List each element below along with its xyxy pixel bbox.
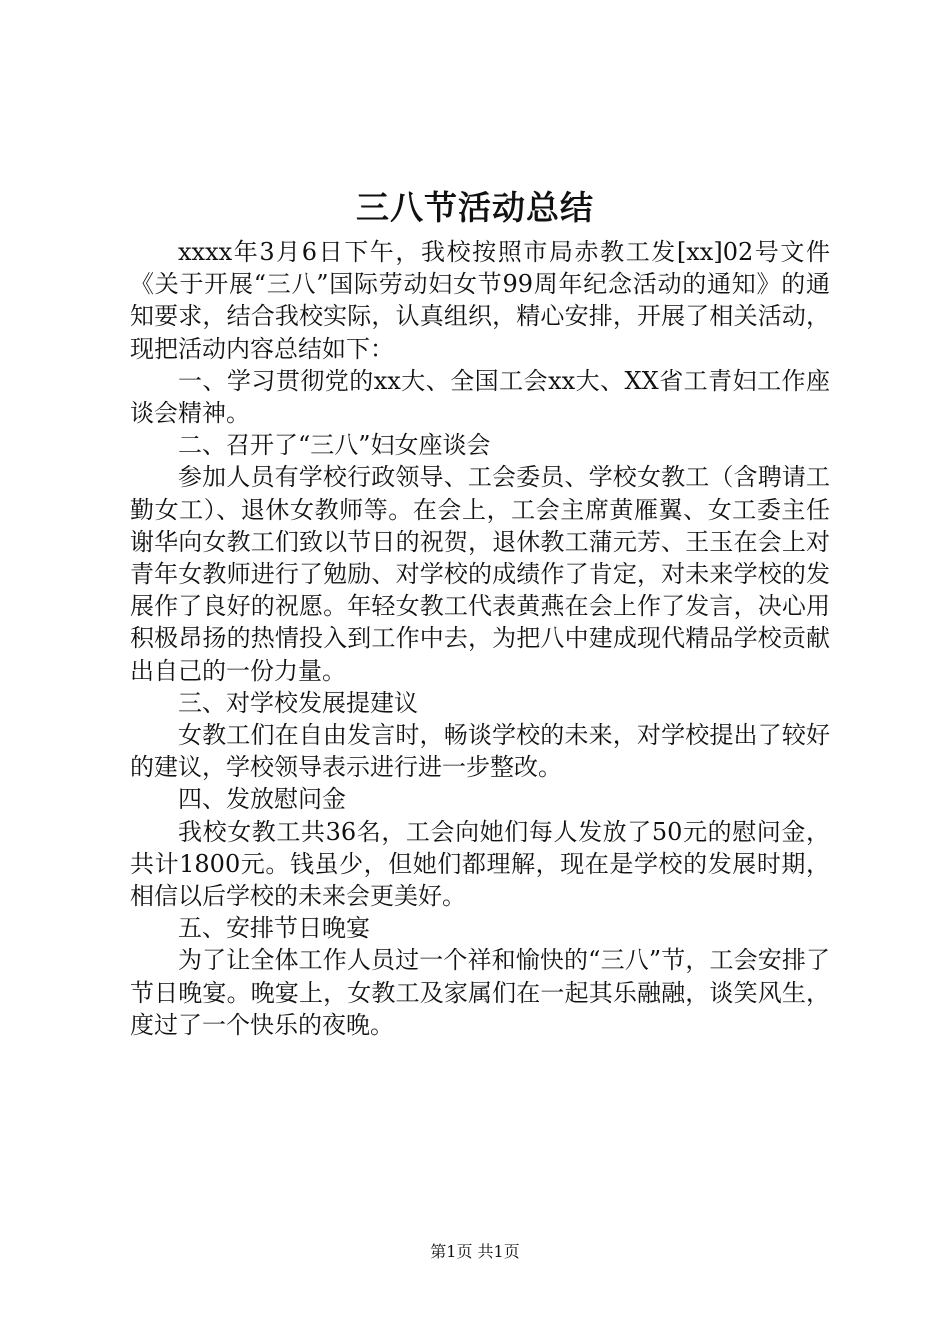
document-body (130, 236, 830, 1041)
section-body-2: 参加人员有学校行政领导、工会委员、学校女教工（含聘请工勤女工）、退休女教师等。在会上，工会主席黄雁翼、女工委主任谢华向女教工们致以节日的祝贺，退休教工蒲元芳、王玉在会上对青年女教师进行了勉励、对学校的成绩作了肯定，对未来学校的发展作了良好的祝愿。年轻女教工代表黄燕在会上作了发言，决心用积极昂扬的热情投入到工作中去，为把八中建成现代精品学校贡献出自己的一份力量。 (130, 463, 830, 685)
section-body-3: 女教工们在自由发言时，畅谈学校的未来，对学校提出了较好的建议，学校领导表示进行进一步整改。 (130, 721, 830, 782)
intro-paragraph: xxxx年3月6日下午，我校按照市局赤教工发[xx]02号文件《关于开展“三八”国际劳动妇女节99周年纪念活动的通知》的通知要求，结合我校实际，认真组织，精心安排，开展了相关活动，现把活动内容总结如下： (130, 238, 830, 363)
section-heading-3: 三、对学校发展提建议 (178, 688, 418, 717)
page-number-footer: 第1页 共1页 (430, 1242, 520, 1261)
section-heading-5: 五、安排节日晚宴 (178, 914, 370, 943)
section-body-4: 我校女教工共36名，工会向她们每人发放了50元的慰问金，共计1800元。钱虽少，但她们都理解，现在是学校的发展时期，相信以后学校的未来会更美好。 (130, 817, 830, 911)
document-title: 三八节活动总结 (356, 188, 594, 227)
section-heading-1: 一、学习贯彻党的xx大、全国工会xx大、XX省工青妇工作座谈会精神。 (130, 366, 830, 428)
section-heading-4: 四、发放慰问金 (178, 785, 346, 814)
section-body-5: 为了让全体工作人员过一个祥和愉快的“三八”节，工会安排了节日晚宴。晚宴上，女教工及家属们在一起其乐融融，谈笑风生，度过了一个快乐的夜晚。 (130, 946, 830, 1039)
section-heading-2: 二、召开了“三八”妇女座谈会 (178, 431, 491, 460)
